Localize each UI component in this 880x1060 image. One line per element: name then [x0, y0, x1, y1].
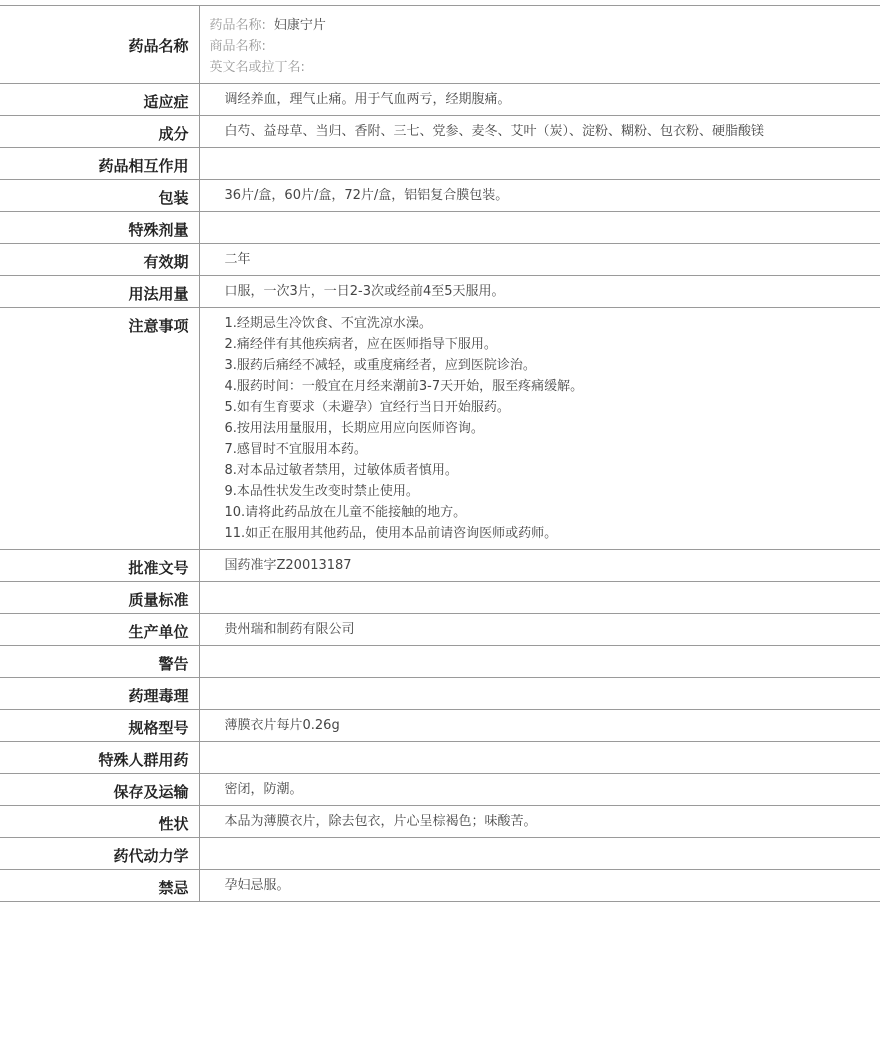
english-name-line: [210, 57, 871, 78]
value-pharmacokinetics: [199, 838, 880, 870]
row-precautions: [0, 308, 880, 550]
row-indications: [0, 84, 880, 116]
trade-name-key: 商品名称:: [209, 39, 266, 54]
label-special-groups: 特殊人群用药: [0, 742, 199, 774]
value-indications: 调经养血，理气止痛。用于气血两亏，经期腹痛。: [199, 84, 880, 116]
label-approval: 批准文号: [0, 550, 199, 582]
drug-spec-table: [0, 5, 880, 902]
drug-name-key: 药品名称:: [209, 18, 266, 33]
value-warning: [199, 646, 880, 678]
row-quality-standard: [0, 582, 880, 614]
row-warning: [0, 646, 880, 678]
row-approval: [0, 550, 880, 582]
precaution-item: 1.经期忌生冷饮食、不宜洗凉水澡。: [224, 316, 432, 331]
value-special-groups: [199, 742, 880, 774]
value-interactions: [199, 148, 880, 180]
row-packaging: [0, 180, 880, 212]
label-manufacturer: 生产单位: [0, 614, 199, 646]
value-precautions: [199, 308, 880, 550]
value-packaging: 36片/盒，60片/盒，72片/盒，铝铝复合膜包装。: [199, 180, 880, 212]
value-quality-standard: [199, 582, 880, 614]
precaution-item: 3.服药后痛经不减轻，或重度痛经者，应到医院诊治。: [224, 358, 536, 373]
precaution-item: 8.对本品过敏者禁用，过敏体质者慎用。: [224, 463, 458, 478]
precaution-item: 2.痛经伴有其他疾病者，应在医师指导下服用。: [224, 337, 497, 352]
label-usage: 用法用量: [0, 276, 199, 308]
row-special-dosage: [0, 212, 880, 244]
label-contraindications: 禁忌: [0, 870, 199, 902]
label-quality-standard: 质量标准: [0, 582, 199, 614]
row-interactions: [0, 148, 880, 180]
label-character: 性状: [0, 806, 199, 838]
value-usage: 口服，一次3片，一日2-3次或经前4至5天服用。: [199, 276, 880, 308]
label-validity: 有效期: [0, 244, 199, 276]
label-specification: 规格型号: [0, 710, 199, 742]
row-drug-name: [0, 6, 880, 84]
precaution-item: 5.如有生育要求（未避孕）宜经行当日开始服药。: [224, 400, 510, 415]
label-pharmacology: 药理毒理: [0, 678, 199, 710]
value-storage: 密闭，防潮。: [199, 774, 880, 806]
row-special-groups: [0, 742, 880, 774]
row-manufacturer: [0, 614, 880, 646]
value-validity: 二年: [199, 244, 880, 276]
precaution-item: 11.如正在服用其他药品，使用本品前请咨询医师或药师。: [224, 526, 558, 541]
row-specification: [0, 710, 880, 742]
drug-name-value: 妇康宁片: [273, 18, 326, 33]
value-contraindications: 孕妇忌服。: [199, 870, 880, 902]
precaution-item: 10.请将此药品放在儿童不能接触的地方。: [224, 505, 467, 520]
row-pharmacology: [0, 678, 880, 710]
value-drug-name-block: [199, 6, 880, 84]
english-name-key: 英文名或拉丁名:: [209, 60, 305, 75]
trade-name-line: [210, 36, 871, 57]
row-pharmacokinetics: [0, 838, 880, 870]
label-ingredients: 成分: [0, 116, 199, 148]
row-validity: [0, 244, 880, 276]
row-ingredients: [0, 116, 880, 148]
label-pharmacokinetics: 药代动力学: [0, 838, 199, 870]
label-drug-name: 药品名称: [0, 6, 199, 84]
value-special-dosage: [199, 212, 880, 244]
label-precautions: 注意事项: [0, 308, 199, 550]
row-contraindications: [0, 870, 880, 902]
label-packaging: 包装: [0, 180, 199, 212]
precaution-item: 6.按用法用量服用，长期应用应向医师咨询。: [224, 421, 484, 436]
row-character: [0, 806, 880, 838]
value-specification: 薄膜衣片每片0.26g: [199, 710, 880, 742]
drug-name-line: [210, 15, 871, 36]
precaution-item: 7.感冒时不宜服用本药。: [224, 442, 367, 457]
value-character: 本品为薄膜衣片，除去包衣，片心呈棕褐色；味酸苦。: [199, 806, 880, 838]
value-approval: 国药准字Z20013187: [199, 550, 880, 582]
label-interactions: 药品相互作用: [0, 148, 199, 180]
label-storage: 保存及运输: [0, 774, 199, 806]
row-usage: [0, 276, 880, 308]
precaution-item: 4.服药时间：一般宜在月经来潮前3-7天开始，服至疼痛缓解。: [224, 379, 584, 394]
label-warning: 警告: [0, 646, 199, 678]
value-manufacturer: 贵州瑞和制药有限公司: [199, 614, 880, 646]
precaution-item: 9.本品性状发生改变时禁止使用。: [224, 484, 419, 499]
row-storage: [0, 774, 880, 806]
value-pharmacology: [199, 678, 880, 710]
value-ingredients: 白芍、益母草、当归、香附、三七、党参、麦冬、艾叶（炭）、淀粉、糊粉、包衣粉、硬脂酸镁: [199, 116, 880, 148]
label-special-dosage: 特殊剂量: [0, 212, 199, 244]
label-indications: 适应症: [0, 84, 199, 116]
